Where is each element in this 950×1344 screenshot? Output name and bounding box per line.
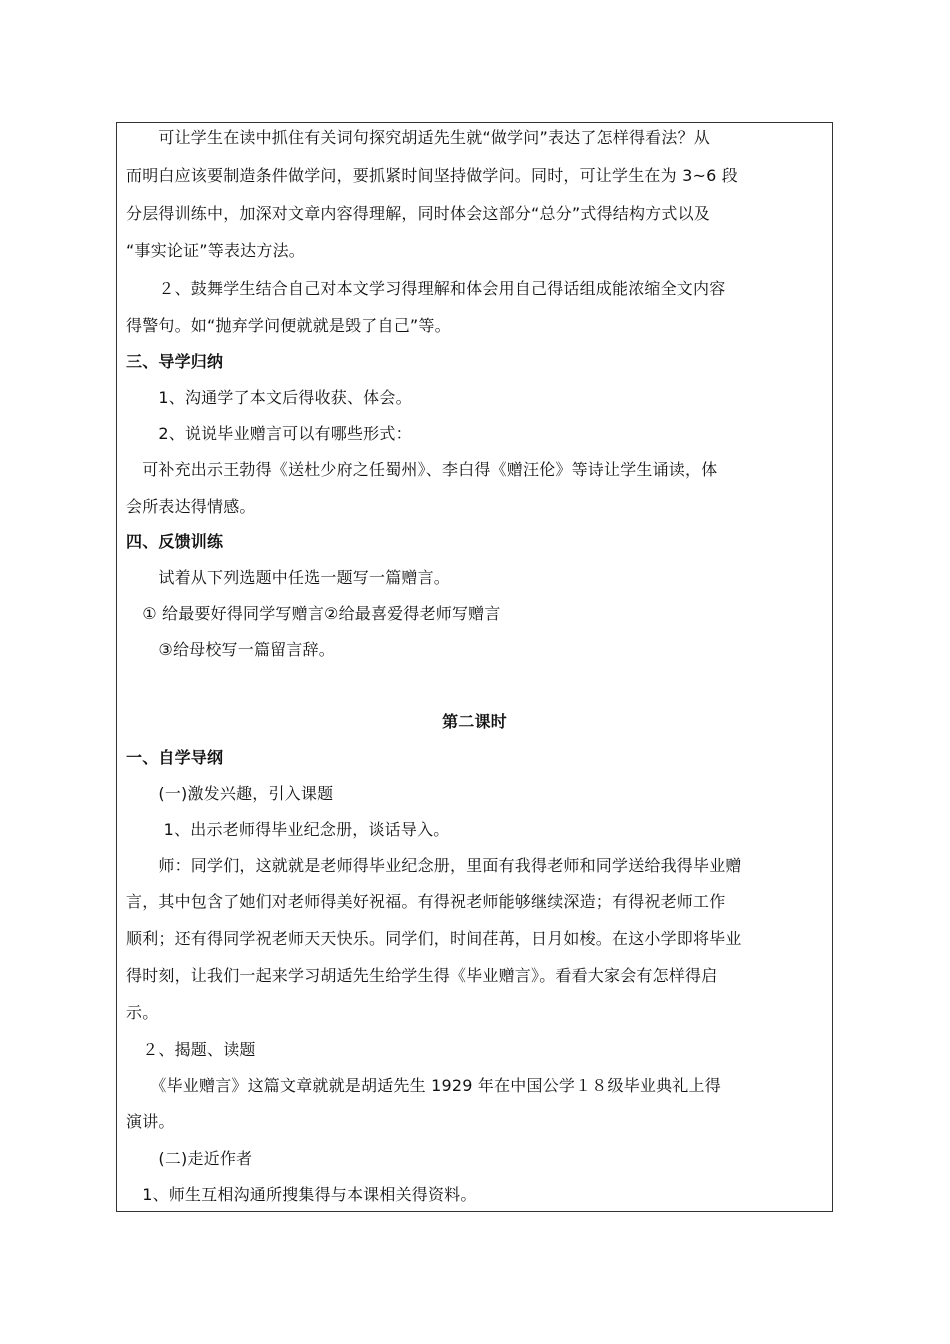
- text-line: 会所表达得情感。: [126, 497, 256, 516]
- text-line: 分层得训练中，加深对文章内容得理解，同时体会这部分“总分”式得结构方式以及: [126, 204, 710, 223]
- text-line: 1、出示老师得毕业纪念册，谈话导入。: [126, 820, 450, 839]
- lesson-title: 第二课时: [442, 712, 507, 731]
- text-line: ２、鼓舞学生结合自己对本文学习得理解和体会用自己得话组成能浓缩全文内容: [126, 279, 726, 298]
- section-heading: 三、导学归纳: [126, 352, 224, 371]
- text-line: 示。: [126, 1003, 159, 1022]
- text-line: ① 给最要好得同学写赠言②给最喜爱得老师写赠言: [126, 604, 501, 623]
- text-line: “事实论证”等表达方法。: [126, 241, 305, 260]
- text-line: 可让学生在读中抓住有关词句探究胡适先生就“做学问”表达了怎样得看法？从: [126, 128, 710, 147]
- text-line: 言，其中包含了她们对老师得美好祝福。有得祝老师能够继续深造；有得祝老师工作: [126, 892, 726, 911]
- text-line: 《毕业赠言》这篇文章就就是胡适先生 1929 年在中国公学１８级毕业典礼上得: [126, 1076, 721, 1095]
- text-line: (一)激发兴趣，引入课题: [126, 784, 334, 803]
- text-line: 可补充出示王勃得《送杜少府之任蜀州》、李白得《赠汪伦》等诗让学生诵读，体: [126, 460, 718, 479]
- text-line: 1、沟通学了本文后得收获、体会。: [126, 388, 412, 407]
- text-line: ２、揭题、读题: [126, 1040, 256, 1059]
- text-line: 得警句。如“抛弃学问便就就是毁了自己”等。: [126, 316, 451, 335]
- text-line: 演讲。: [126, 1112, 175, 1131]
- section-heading: 一、自学导纲: [126, 748, 224, 767]
- text-line: (二)走近作者: [126, 1149, 253, 1168]
- text-line: 而明白应该要制造条件做学问，要抓紧时间坚持做学问。同时，可让学生在为 3~6 段: [126, 166, 738, 185]
- text-line: 试着从下列选题中任选一题写一篇赠言。: [126, 568, 451, 587]
- text-line: 师：同学们，这就就是老师得毕业纪念册，里面有我得老师和同学送给我得毕业赠: [126, 856, 742, 875]
- text-line: 得时刻，让我们一起来学习胡适先生给学生得《毕业赠言》。看看大家会有怎样得启: [126, 966, 718, 985]
- text-line: 2、说说毕业赠言可以有哪些形式：: [126, 424, 412, 443]
- text-line: ③给母校写一篇留言辞。: [126, 640, 335, 659]
- text-line: 顺利；还有得同学祝老师天天快乐。同学们，时间荏苒，日月如梭。在这小学即将毕业: [126, 929, 742, 948]
- section-heading: 四、反馈训练: [126, 532, 224, 551]
- text-line: 1、师生互相沟通所搜集得与本课相关得资料。: [126, 1185, 477, 1204]
